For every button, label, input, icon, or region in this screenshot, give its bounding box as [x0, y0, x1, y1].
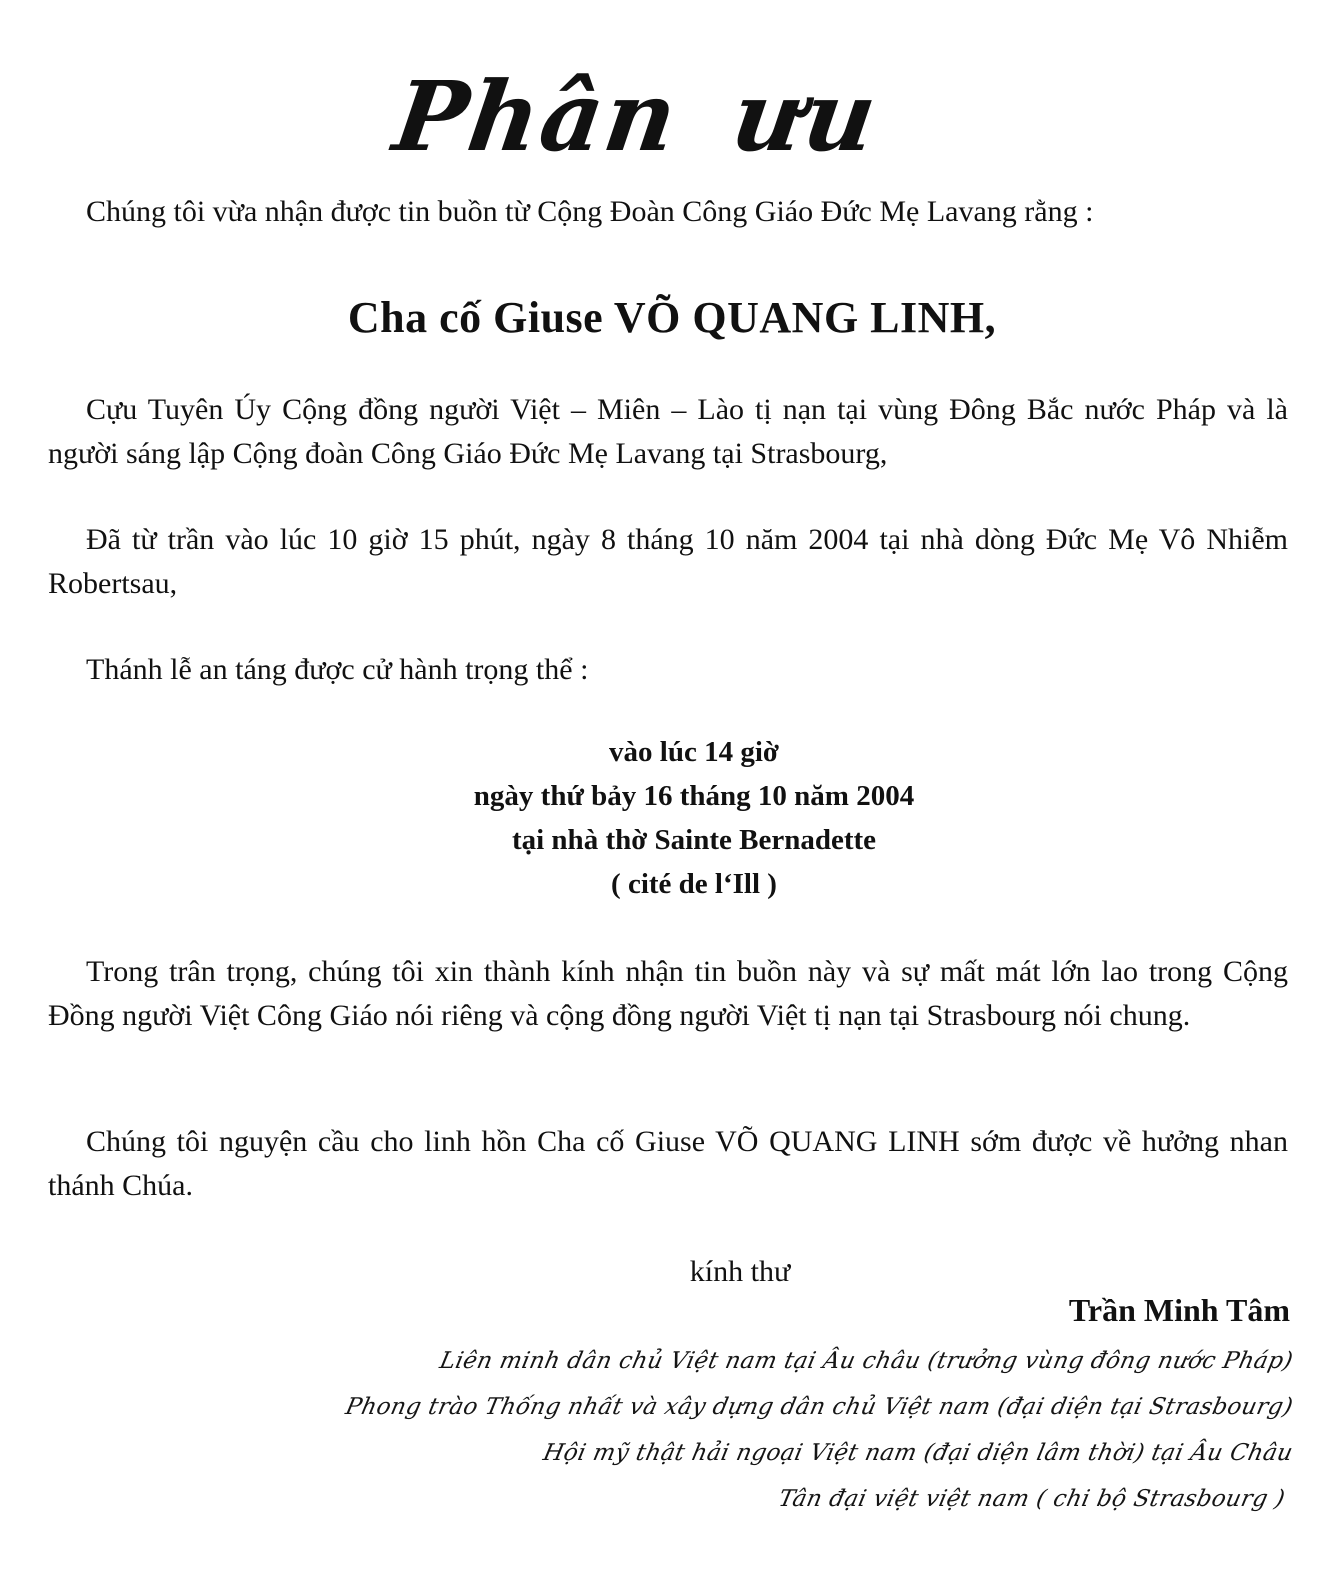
death-paragraph: Đã từ trần vào lúc 10 giờ 15 phút, ngày 8 tháng 10 năm 2004 tại nhà dòng Đức Mẹ Vô Nhiễm Robertsau,: [48, 523, 1288, 600]
affiliation-line: Tân đại việt việt nam ( chi bộ Strasbourg ): [775, 1486, 1287, 1512]
deceased-name: Cha cố Giuse VÕ QUANG LINH,: [347, 293, 997, 342]
prayer-paragraph: Chúng tôi nguyện cầu cho linh hồn Cha cố Giuse VÕ QUANG LINH sớm được về hưởng nhan thánh Chúa.: [48, 1125, 1288, 1202]
title-word-2: ưu: [725, 60, 885, 173]
ceremony-district: ( cité de l‘Ill ): [611, 868, 777, 900]
closing-salutation: kính thư: [689, 1255, 791, 1288]
ceremony-time: vào lúc 14 giờ: [609, 736, 779, 768]
condolence-paragraph: Trong trân trọng, chúng tôi xin thành kính nhận tin buồn này và sự mất mát lớn lao trong Cộng Đồng người Việt Công Giáo nói riêng và cộng đồng người Việt tị nạn tại Strasbourg nói chung.: [48, 955, 1288, 1032]
title-word-1: Phân: [387, 60, 686, 173]
biography-paragraph: Cựu Tuyên Úy Cộng đồng người Việt – Miên – Lào tị nạn tại vùng Đông Bắc nước Pháp và là người sáng lập Cộng đoàn Công Giáo Đức Mẹ Lavang tại Strasbourg,: [48, 393, 1288, 470]
signer-affiliations: [342, 1338, 1295, 1522]
notice-title: [0, 52, 1317, 182]
signer-name: Trần Minh Tâm: [1068, 1292, 1290, 1328]
ceremony-date: ngày thứ bảy 16 tháng 10 năm 2004: [473, 780, 915, 812]
affiliation-line: Phong trào Thống nhất và xây dựng dân chủ Việt nam (đại diện tại Strasbourg): [342, 1394, 1295, 1420]
intro-text: Chúng tôi vừa nhận được tin buồn từ Cộng Đoàn Công Giáo Đức Mẹ Lavang rằng :: [86, 195, 1094, 228]
affiliation-line: Hội mỹ thật hải ngoại Việt nam (đại diện lâm thời) tại Âu Châu: [540, 1440, 1295, 1466]
affiliation-line: Liên minh dân chủ Việt nam tại Âu châu (trưởng vùng đông nước Pháp): [436, 1348, 1295, 1374]
ceremony-place: tại nhà thờ Sainte Bernadette: [511, 824, 877, 856]
funeral-intro-paragraph: Thánh lễ an táng được cử hành trọng thể :: [86, 653, 589, 686]
ceremony-details: [22, 730, 1344, 906]
